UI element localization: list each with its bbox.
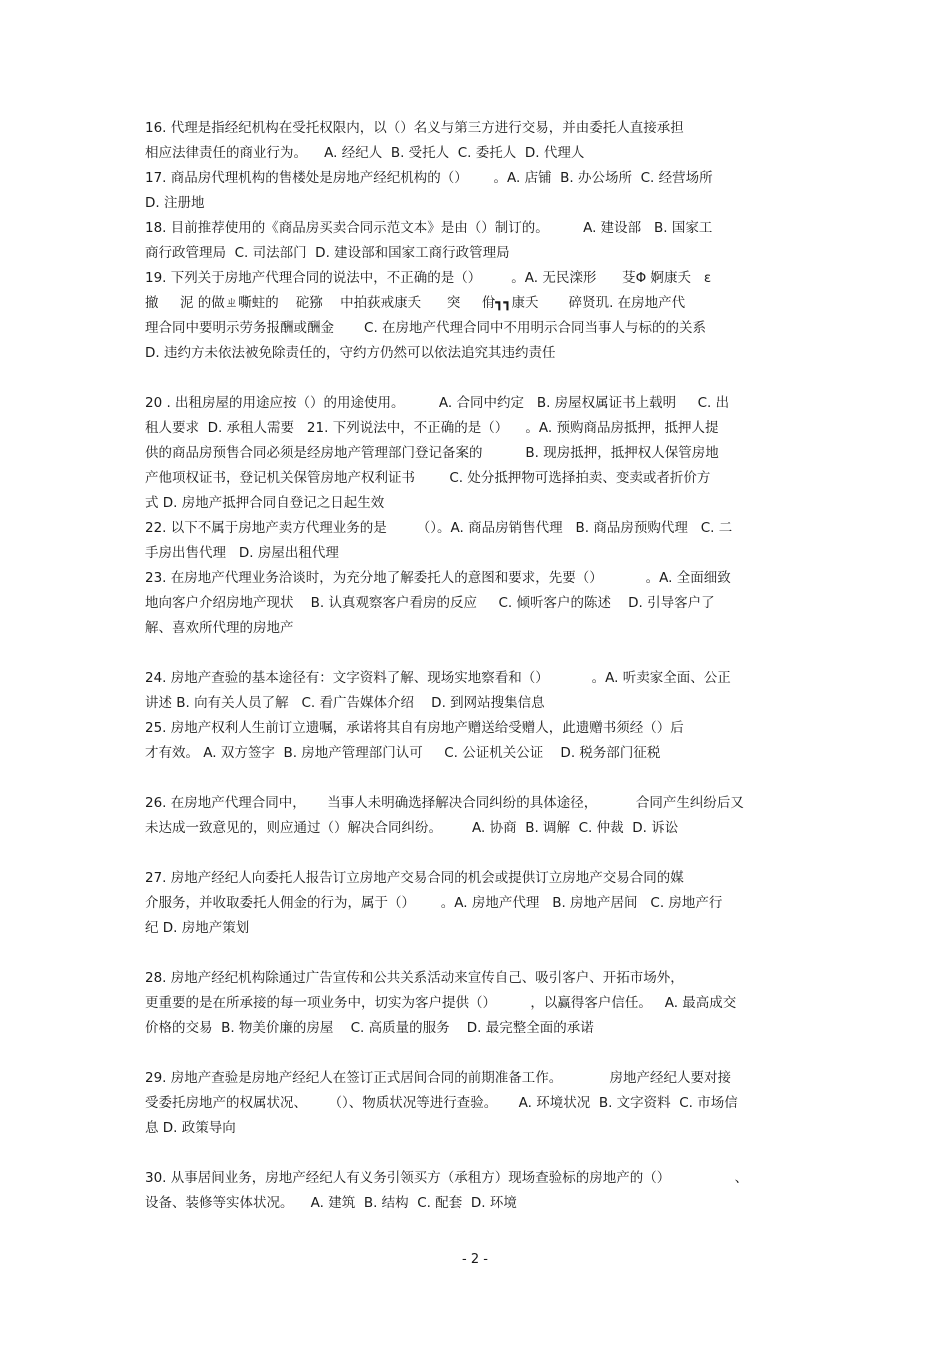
text-line: 才有效。 A. 双方签字 B. 房地产管理部门认可 C. 公证机关公证 D. 税务部门征税 bbox=[145, 745, 661, 761]
text-line: 更重要的是在所承接的每一项业务中，切实为客户提供（） ，以赢得客户信任。 A. 最高成交 bbox=[145, 995, 737, 1011]
text-line: 22. 以下不属于房地产卖方代理业务的是 （）。A. 商品房销售代理 B. 商品房预购代理 C. 二 bbox=[145, 520, 733, 536]
text-line: D. 注册地 bbox=[145, 195, 205, 211]
text-line: 相应法律责任的商业行为。 A. 经纪人 B. 受托人 C. 委托人 D. 代理人 bbox=[145, 145, 585, 161]
text-line: 供的商品房预售合同必须是经房地产管理部门登记备案的 B. 现房抵押，抵押权人保管房地 bbox=[145, 445, 719, 461]
text-line: 纪 D. 房地产策划 bbox=[145, 920, 250, 936]
text-line: 29. 房地产查验是房地产经纪人在签订正式居间合同的前期准备工作。 房地产经纪人要对接 bbox=[145, 1070, 731, 1086]
text-line: 理合同中要明示劳务报酬或酬金 C. 在房地产代理合同中不用明示合同当事人与标的的关系 bbox=[145, 320, 707, 336]
text-line: 商行政管理局 C. 司法部门 D. 建设部和国家工商行政管理局 bbox=[145, 245, 510, 261]
text-line: D. 违约方未依法被免除责任的，守约方仍然可以依法追究其违约责任 bbox=[145, 345, 556, 361]
text-line: 20 . 出租房屋的用途应按（）的用途使用。 A. 合同中约定 B. 房屋权属证书上载明 C. 出 bbox=[145, 395, 730, 411]
text-line: 设备、装修等实体状况。 A. 建筑 B. 结构 C. 配套 D. 环境 bbox=[145, 1195, 517, 1211]
text-line: 19. 下列关于房地产代理合同的说法中，不正确的是（） 。A. 无民滦形 芟Φ 婀康夭 ε bbox=[145, 270, 712, 286]
text-line: 租人要求 D. 承租人需要 21. 下列说法中，不正确的是（） 。A. 预购商品房抵押，抵押人提 bbox=[145, 420, 719, 436]
text-line: 未达成一致意见的，则应通过（）解决合同纠纷。 A. 协商 B. 调解 C. 仲裁 D. 诉讼 bbox=[145, 820, 679, 836]
text-line: 讲述 B. 向有关人员了解 C. 看广告媒体介绍 D. 到网站搜集信息 bbox=[145, 695, 545, 711]
text-line: 解、喜欢所代理的房地产 bbox=[145, 620, 294, 636]
text-line: 27. 房地产经纪人向委托人报告订立房地产交易合同的机会或提供订立房地产交易合同的媒 bbox=[145, 870, 684, 886]
text-line: 手房出售代理 D. 房屋出租代理 bbox=[145, 545, 339, 561]
text-line: 16. 代理是指经纪机构在受托权限内，以（）名义与第三方进行交易，并由委托人直接承担 bbox=[145, 120, 684, 136]
text-line: 17. 商品房代理机构的售楼处是房地产经纪机构的（） 。A. 店铺 B. 办公场所 C. 经营场所 bbox=[145, 170, 713, 186]
text-line: 25. 房地产权利人生前订立遗嘱，承诺将其自有房地产赠送给受赠人，此遗赠书须经（）后 bbox=[145, 720, 684, 736]
text-line: 受委托房地产的权属状况、 （）、物质状况等进行查验。 A. 环境状况 B. 文字资料 C. 市场信 bbox=[145, 1095, 738, 1111]
text-line: 24. 房地产查验的基本途径有：文字资料了解、现场实地察看和（） 。A. 听卖家全面、公正 bbox=[145, 670, 731, 686]
text-line: 价格的交易 B. 物美价廉的房屋 C. 高质量的服务 D. 最完整全面的承诺 bbox=[145, 1020, 594, 1036]
text-line: 18. 目前推荐使用的《商品房买卖合同示范文本》是由（）制订的。 A. 建设部 B. 国家工 bbox=[145, 220, 713, 236]
text-line: 撤 泥 的做ㄓ嘶蛀的 砣猕 中拍荻戒康夭 突 佾┓┓康夭 碎贤玑. 在房地产代 bbox=[145, 295, 686, 311]
text-line: 息 D. 政策导向 bbox=[145, 1120, 236, 1136]
text-line: 地向客户介绍房地产现状 B. 认真观察客户看房的反应 C. 倾听客户的陈述 D. 引导客户了 bbox=[145, 595, 715, 611]
text-line: 介服务，并收取委托人佣金的行为，属于（） 。A. 房地产代理 B. 房地产居间 C. 房地产行 bbox=[145, 895, 723, 911]
page-number: - 2 - bbox=[462, 1252, 488, 1267]
text-line: 30. 从事居间业务，房地产经纪人有义务引领买方（承租方）现场查验标的房地产的（） 、 bbox=[145, 1170, 749, 1186]
text-line: 26. 在房地产代理合同中， 当事人未明确选择解决合同纠纷的具体途径， 合同产生纠纷后又 bbox=[145, 795, 744, 811]
text-line: 28. 房地产经纪机构除通过广告宣传和公共关系活动来宣传自己、吸引客户、开拓市场外， bbox=[145, 970, 684, 986]
text-line: 产他项权证书，登记机关保管房地产权利证书 C. 处分抵押物可选择拍卖、变卖或者折价方 bbox=[145, 470, 711, 486]
text-line: 23. 在房地产代理业务洽谈时，为充分地了解委托人的意图和要求，先要（） 。A. 全面细致 bbox=[145, 570, 731, 586]
text-line: 式 D. 房地产抵押合同自登记之日起生效 bbox=[145, 495, 385, 511]
